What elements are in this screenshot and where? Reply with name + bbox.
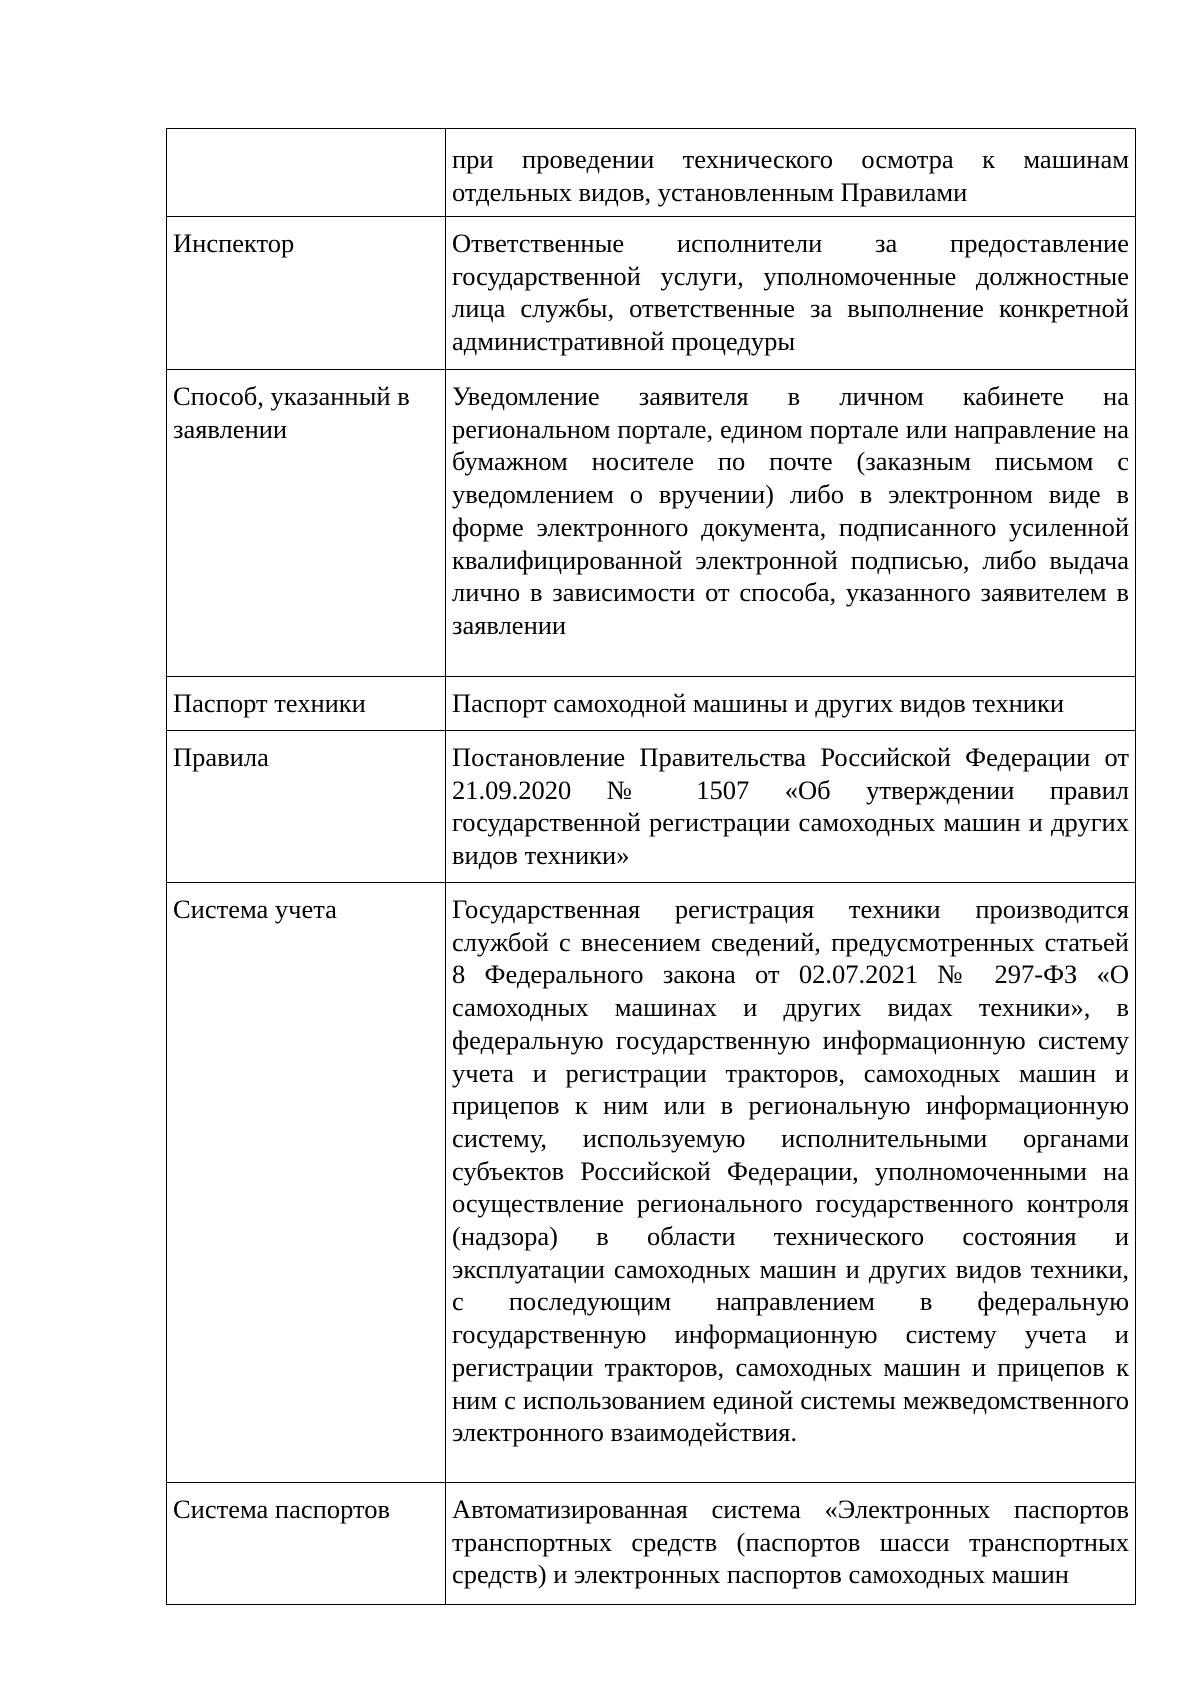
table-row xyxy=(167,677,1136,731)
table-row xyxy=(167,731,1136,883)
terms-table xyxy=(166,128,1136,1605)
definition-cell: Ответственные исполнители за предоставление государственной услуги, уполномоченные должностные лица службы, ответственные за выполнение конкретной административной процедуры xyxy=(446,217,1136,370)
term-cell: Правила xyxy=(167,731,446,883)
definition-cell: при проведении технического осмотра к машинам отдельных видов, установленным Правилами xyxy=(446,129,1136,217)
definition-cell: Постановление Правительства Российской Федерации от 21.09.2020 № 1507 «Об утверждении правил государственной регистрации самоходных машин и других видов техники» xyxy=(446,731,1136,883)
definition-cell: Государственная регистрация техники производится службой с внесением сведений, предусмотренных статьей 8 Федерального закона от 02.07.2021 № 297-ФЗ «О самоходных машинах и других видах техники», в федеральную государственную информационную систему учета и регистрации тракторов, самоходных машин и прицепов к ним или в региональную информационную систему, используемую исполнительными органами субъектов Российской Федерации, уполномоченными на осуществление регионального государственного контроля (надзора) в области технического состояния и эксплуатации самоходных машин и других видов техники, с последующим направлением в федеральную государственную информационную систему учета и регистрации тракторов, самоходных машин и прицепов к ним с использованием единой системы межведомственного электронного взаимодействия. xyxy=(446,883,1136,1483)
definition-cell: Паспорт самоходной машины и других видов техники xyxy=(446,677,1136,731)
term-cell: Система паспортов xyxy=(167,1483,446,1605)
table-row xyxy=(167,370,1136,677)
term-cell: Система учета xyxy=(167,883,446,1483)
table-row xyxy=(167,883,1136,1483)
term-cell xyxy=(167,129,446,217)
table-row xyxy=(167,217,1136,370)
definition-cell: Автоматизированная система «Электронных паспортов транспортных средств (паспортов шасси транспортных средств) и электронных паспортов самоходных машин xyxy=(446,1483,1136,1605)
table-row xyxy=(167,129,1136,217)
definition-cell: Уведомление заявителя в личном кабинете на региональном портале, едином портале или направление на бумажном носителе по почте (заказным письмом с уведомлением о вручении) либо в электронном виде в форме электронного документа, подписанного усиленной квалифицированной электронной подписью, либо выдача лично в зависимости от способа, указанного заявителем в заявлении xyxy=(446,370,1136,677)
term-cell: Паспорт техники xyxy=(167,677,446,731)
term-cell: Способ, указанный в заявлении xyxy=(167,370,446,677)
term-cell: Инспектор xyxy=(167,217,446,370)
table-row xyxy=(167,1483,1136,1605)
